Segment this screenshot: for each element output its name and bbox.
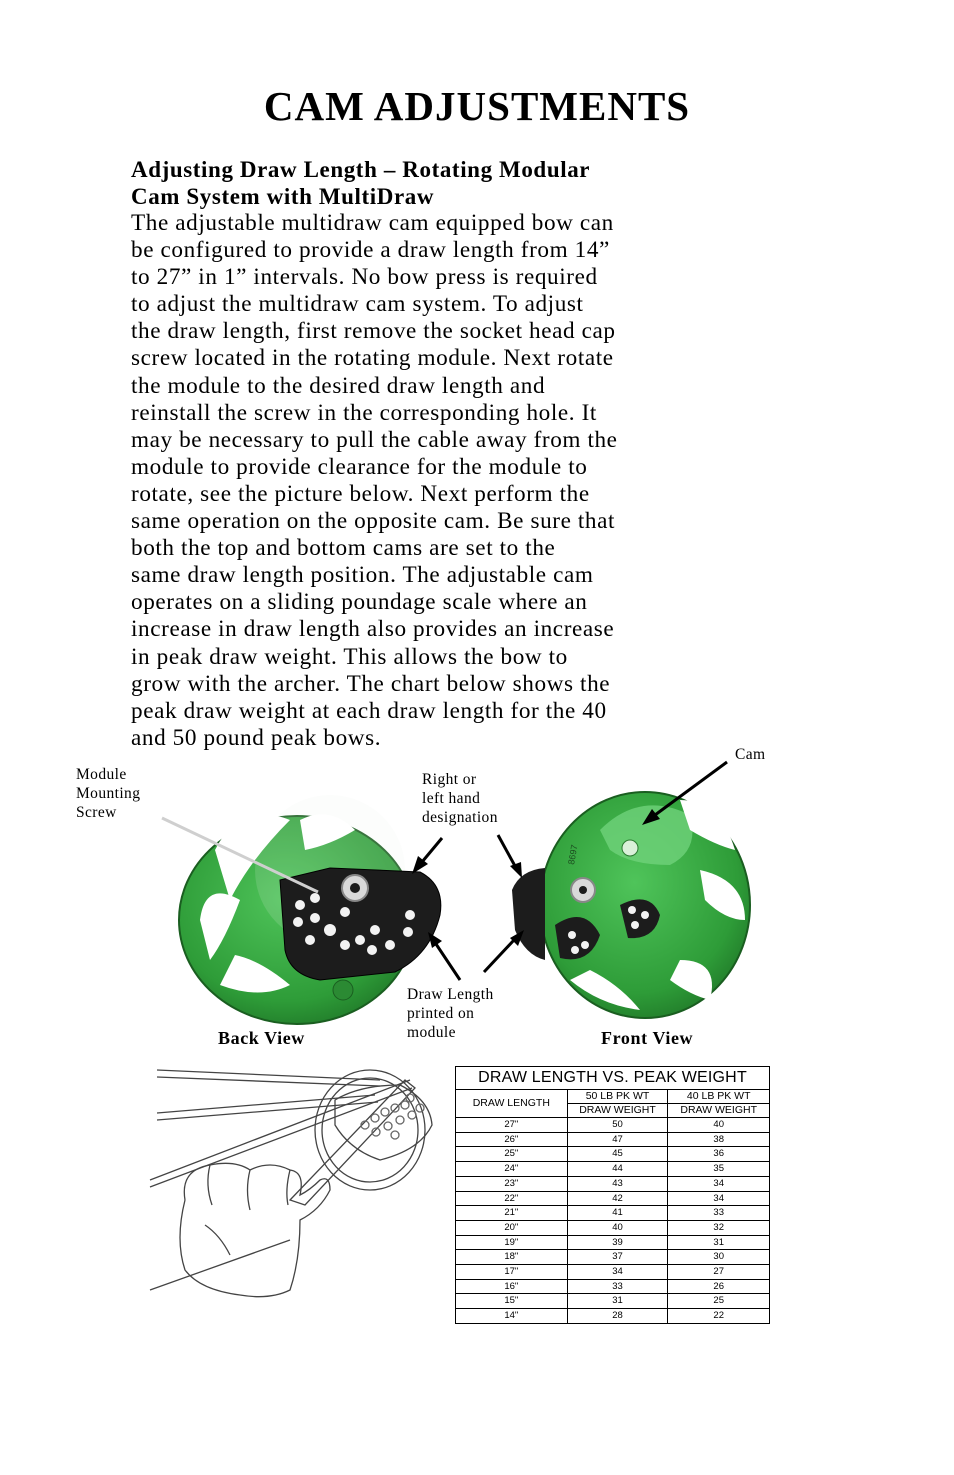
table-row xyxy=(456,1279,769,1294)
table-row xyxy=(456,1250,769,1265)
cell-draw-length: 17" xyxy=(456,1265,567,1280)
cell-draw-length: 23" xyxy=(456,1176,567,1191)
back-view-cam-image xyxy=(179,795,441,1024)
cell-50lb-weight: 33 xyxy=(567,1279,668,1294)
body-line: to 27” in 1” intervals. No bow press is required xyxy=(131,264,598,291)
label-draw-length-printed xyxy=(407,985,494,1042)
label-line: Mounting xyxy=(76,785,141,802)
module-mark: 8697 xyxy=(566,843,580,866)
cell-draw-length: 25" xyxy=(456,1147,567,1162)
cell-40lb-weight: 25 xyxy=(668,1294,769,1309)
table-row xyxy=(456,1191,769,1206)
caption-back-view: Back View xyxy=(218,1028,305,1048)
cell-50lb-weight: 43 xyxy=(567,1176,668,1191)
label-module-mounting-screw xyxy=(76,765,140,822)
cell-50lb-weight: 41 xyxy=(567,1206,668,1221)
label-line: Screw xyxy=(76,804,117,821)
header-40lb-line2: DRAW WEIGHT xyxy=(668,1104,769,1118)
cell-40lb-weight: 32 xyxy=(668,1220,769,1235)
header-40lb-line1: 40 LB PK WT xyxy=(668,1090,769,1104)
body-line: same operation on the opposite cam. Be sure that xyxy=(131,508,616,535)
body-line: increase in draw length also provides an increase xyxy=(131,616,615,643)
caption-front-view: Front View xyxy=(601,1028,694,1048)
header-50lb-line1: 50 LB PK WT xyxy=(567,1090,668,1104)
label-line: designation xyxy=(422,809,498,826)
cell-draw-length: 24" xyxy=(456,1162,567,1177)
body-line: the module to the desired draw length and xyxy=(131,372,546,399)
cell-draw-length: 26" xyxy=(456,1132,567,1147)
hand-adjusting-cam-drawing xyxy=(150,1070,432,1297)
body-line: reinstall the screw in the corresponding hole. It xyxy=(131,399,597,426)
body-line: the draw length, first remove the socket head cap xyxy=(131,318,616,345)
cell-40lb-weight: 35 xyxy=(668,1162,769,1177)
body-line: peak draw weight at each draw length for the 40 xyxy=(131,697,607,724)
header-draw-length: DRAW LENGTH xyxy=(456,1090,567,1118)
body-line: rotate, see the picture below. Next perform the xyxy=(131,480,590,507)
body-line: operates on a sliding poundage scale where an xyxy=(131,589,588,616)
body-line: grow with the archer. The chart below shows the xyxy=(131,670,611,697)
cell-draw-length: 22" xyxy=(456,1191,567,1206)
body-line: and 50 pound peak bows. xyxy=(131,724,382,751)
cell-40lb-weight: 31 xyxy=(668,1235,769,1250)
label-line: module xyxy=(407,1024,456,1041)
chart-table xyxy=(456,1090,769,1323)
body-line: may be necessary to pull the cable away from the xyxy=(131,426,618,453)
label-hand-designation xyxy=(422,770,498,827)
chart-body xyxy=(456,1118,769,1323)
cell-draw-length: 15" xyxy=(456,1294,567,1309)
body-line: module to provide clearance for the module to xyxy=(131,453,588,480)
cell-50lb-weight: 39 xyxy=(567,1235,668,1250)
body-line: same draw length position. The adjustable cam xyxy=(131,562,594,589)
header-50lb-line2: DRAW WEIGHT xyxy=(567,1104,668,1118)
cell-40lb-weight: 33 xyxy=(668,1206,769,1221)
cell-50lb-weight: 31 xyxy=(567,1294,668,1309)
body-line: to adjust the multidraw cam system. To adjust xyxy=(131,291,584,318)
cell-50lb-weight: 50 xyxy=(567,1118,668,1133)
table-row xyxy=(456,1294,769,1309)
cell-40lb-weight: 36 xyxy=(668,1147,769,1162)
body-line: be configured to provide a draw length from 14” xyxy=(131,237,610,264)
cell-40lb-weight: 34 xyxy=(668,1191,769,1206)
cell-40lb-weight: 22 xyxy=(668,1309,769,1323)
front-view-cam-image xyxy=(512,792,750,1018)
table-row xyxy=(456,1220,769,1235)
label-cam: Cam xyxy=(735,746,766,763)
cell-50lb-weight: 34 xyxy=(567,1265,668,1280)
label-line: left hand xyxy=(422,790,481,807)
cell-50lb-weight: 40 xyxy=(567,1220,668,1235)
cell-draw-length: 19" xyxy=(456,1235,567,1250)
cell-50lb-weight: 28 xyxy=(567,1309,668,1323)
cell-40lb-weight: 40 xyxy=(668,1118,769,1133)
cell-40lb-weight: 26 xyxy=(668,1279,769,1294)
cell-40lb-weight: 34 xyxy=(668,1176,769,1191)
cell-draw-length: 21" xyxy=(456,1206,567,1221)
cell-draw-length: 18" xyxy=(456,1250,567,1265)
table-row xyxy=(456,1235,769,1250)
body-line: screw located in the rotating module. Next rotate xyxy=(131,345,614,372)
table-row xyxy=(456,1132,769,1147)
section-heading-line: Cam System with MultiDraw xyxy=(131,184,435,209)
body-line: both the top and bottom cams are set to the xyxy=(131,535,556,562)
body-line: in peak draw weight. This allows the bow to xyxy=(131,643,568,670)
cell-50lb-weight: 37 xyxy=(567,1250,668,1265)
cell-draw-length: 20" xyxy=(456,1220,567,1235)
cell-50lb-weight: 42 xyxy=(567,1191,668,1206)
table-row xyxy=(456,1118,769,1133)
cell-40lb-weight: 27 xyxy=(668,1265,769,1280)
draw-length-chart xyxy=(455,1066,770,1324)
table-row xyxy=(456,1309,769,1323)
label-line: Right or xyxy=(422,771,477,788)
cell-50lb-weight: 45 xyxy=(567,1147,668,1162)
page-title: CAM ADJUSTMENTS xyxy=(263,83,691,129)
cell-40lb-weight: 38 xyxy=(668,1132,769,1147)
cell-draw-length: 27" xyxy=(456,1118,567,1133)
cell-40lb-weight: 30 xyxy=(668,1250,769,1265)
chart-title: DRAW LENGTH VS. PEAK WEIGHT xyxy=(456,1067,769,1090)
cell-50lb-weight: 44 xyxy=(567,1162,668,1177)
cell-draw-length: 14" xyxy=(456,1309,567,1323)
cell-draw-length: 16" xyxy=(456,1279,567,1294)
label-line: printed on xyxy=(407,1005,475,1022)
table-row xyxy=(456,1147,769,1162)
section-heading-line: Adjusting Draw Length – Rotating Modular xyxy=(131,157,591,182)
body-line: The adjustable multidraw cam equipped bow can xyxy=(131,210,614,236)
table-row xyxy=(456,1265,769,1280)
table-row xyxy=(456,1206,769,1221)
cell-50lb-weight: 47 xyxy=(567,1132,668,1147)
table-row xyxy=(456,1176,769,1191)
label-line: Draw Length xyxy=(407,986,494,1003)
table-row xyxy=(456,1162,769,1177)
label-line: Module xyxy=(76,766,127,783)
